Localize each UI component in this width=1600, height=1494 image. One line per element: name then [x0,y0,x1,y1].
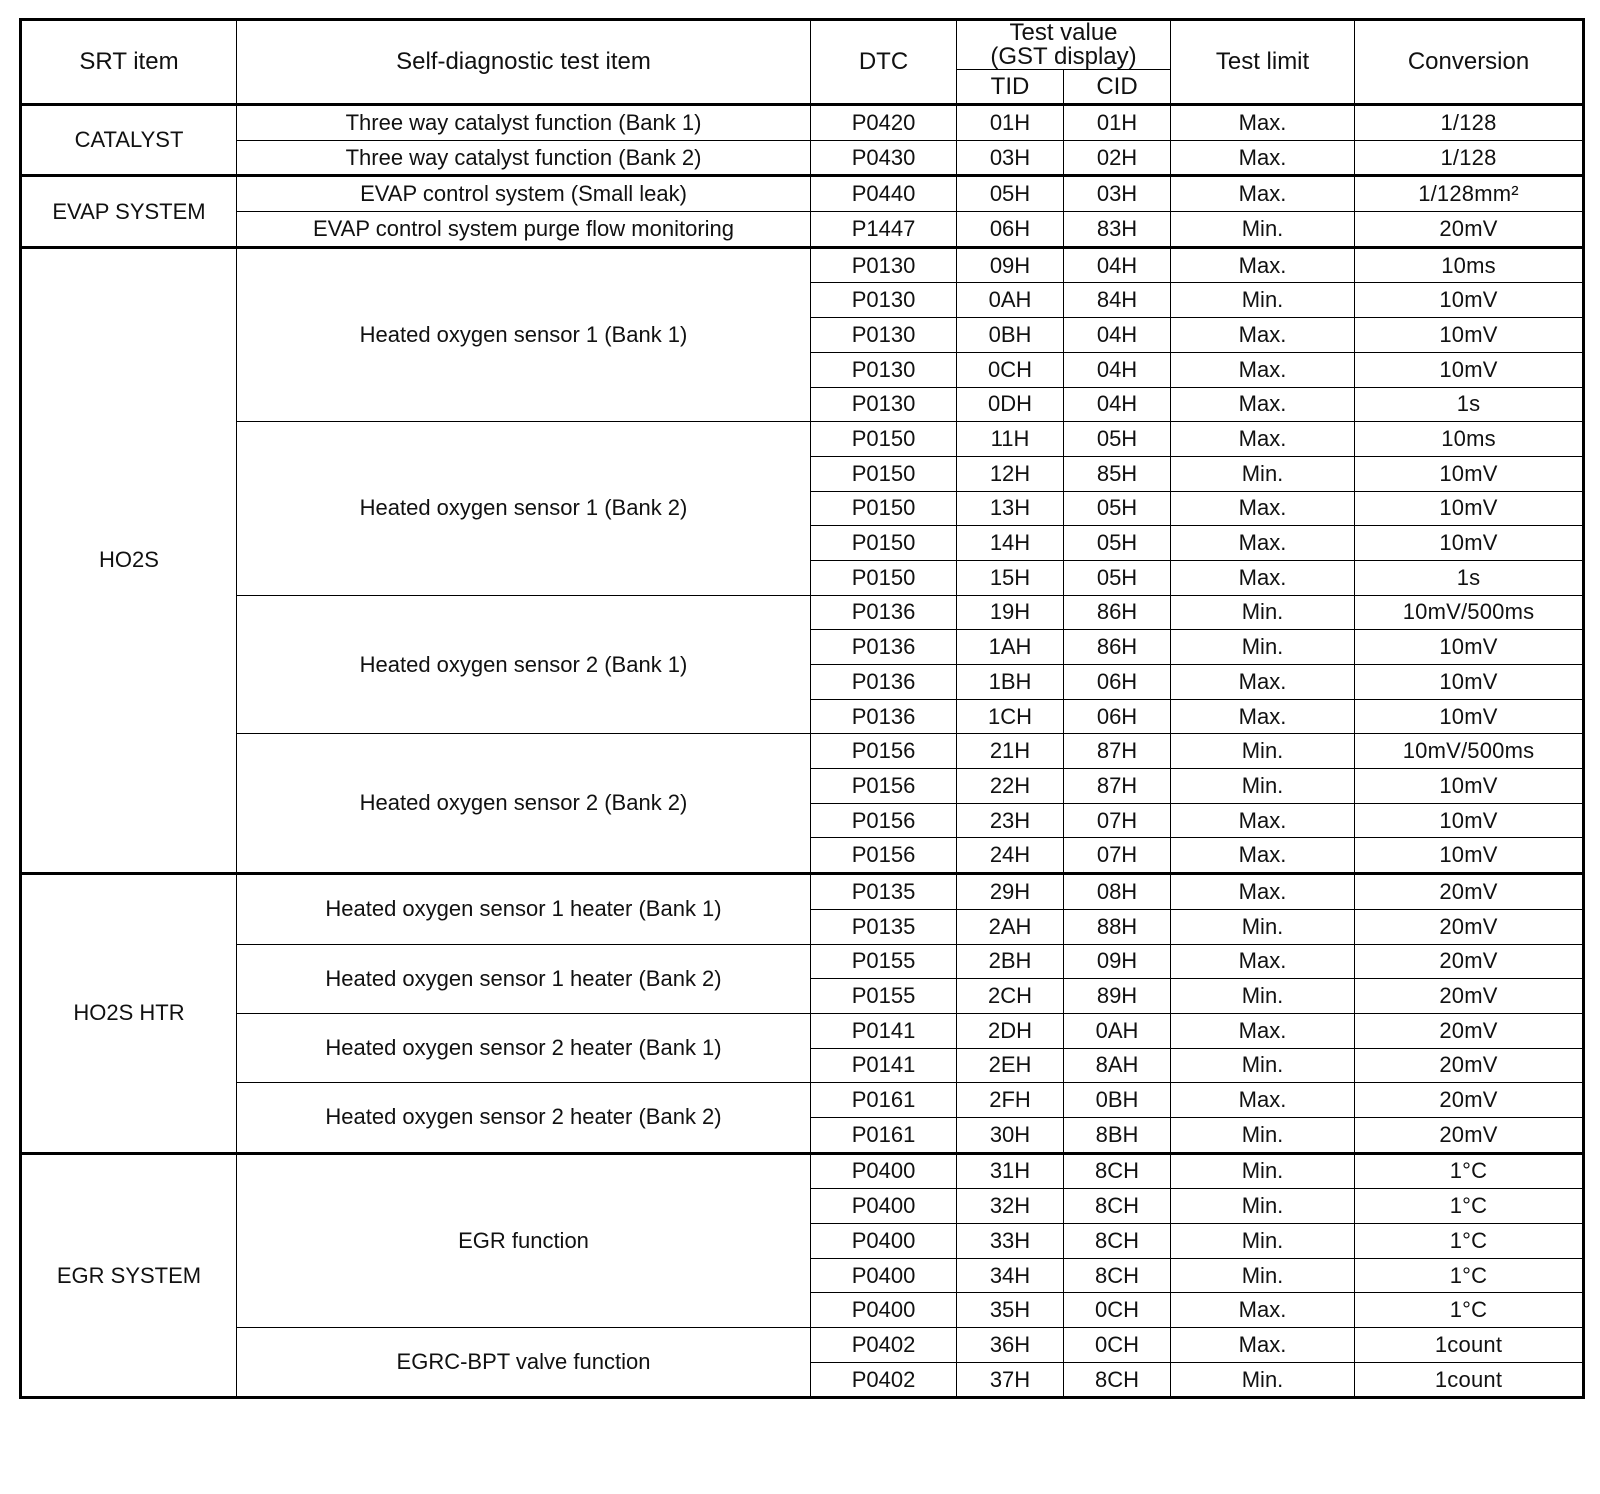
cid-cell: 89H [1064,979,1171,1014]
dtc-cell: P0150 [811,422,957,457]
cid-cell: 06H [1064,699,1171,734]
dtc-cell: P0156 [811,769,957,804]
test-limit-cell: Max. [1171,1293,1355,1328]
cid-cell: 8CH [1064,1224,1171,1259]
tid-cell: 03H [957,140,1064,176]
header-test-value-line1: Test value [1009,19,1118,46]
dtc-cell: P1447 [811,212,957,248]
dtc-cell: P0136 [811,699,957,734]
conversion-cell: 20mV [1355,909,1584,944]
cid-cell: 8AH [1064,1048,1171,1083]
cid-cell: 0BH [1064,1083,1171,1118]
test-limit-cell: Min. [1171,283,1355,318]
tid-cell: 32H [957,1189,1064,1224]
tid-cell: 1BH [957,665,1064,700]
test-limit-cell: Min. [1171,1362,1355,1398]
dtc-cell: P0156 [811,734,957,769]
cid-cell: 02H [1064,140,1171,176]
tid-cell: 29H [957,874,1064,910]
test-limit-cell: Max. [1171,318,1355,353]
tid-cell: 31H [957,1153,1064,1189]
table-row [21,1083,1584,1118]
tid-cell: 35H [957,1293,1064,1328]
header-test-limit: Test limit [1171,20,1355,105]
dtc-cell: P0155 [811,944,957,979]
cid-cell: 83H [1064,212,1171,248]
test-limit-cell: Max. [1171,140,1355,176]
dtc-cell: P0150 [811,560,957,595]
header-cid: CID [1064,70,1171,105]
self-diagnostic-item-cell: Heated oxygen sensor 2 heater (Bank 1) [237,1013,811,1082]
conversion-cell: 10mV [1355,283,1584,318]
conversion-cell: 10ms [1355,247,1584,283]
conversion-cell: 10mV [1355,526,1584,561]
test-limit-cell: Max. [1171,247,1355,283]
cid-cell: 87H [1064,769,1171,804]
test-limit-cell: Min. [1171,734,1355,769]
conversion-cell: 10mV [1355,456,1584,491]
dtc-cell: P0430 [811,140,957,176]
dtc-cell: P0420 [811,105,957,141]
self-diagnostic-item-cell: EGRC-BPT valve function [237,1328,811,1398]
table-row [21,734,1584,769]
conversion-cell: 1°C [1355,1189,1584,1224]
test-limit-cell: Min. [1171,1224,1355,1259]
test-limit-cell: Min. [1171,1153,1355,1189]
tid-cell: 2CH [957,979,1064,1014]
tid-cell: 36H [957,1328,1064,1363]
cid-cell: 07H [1064,838,1171,874]
tid-cell: 33H [957,1224,1064,1259]
test-limit-cell: Min. [1171,212,1355,248]
cid-cell: 04H [1064,387,1171,422]
table-row [21,1153,1584,1189]
dtc-cell: P0400 [811,1189,957,1224]
conversion-cell: 1count [1355,1362,1584,1398]
dtc-cell: P0150 [811,526,957,561]
cid-cell: 06H [1064,665,1171,700]
self-diagnostic-item-cell: EGR function [237,1153,811,1327]
test-limit-cell: Min. [1171,595,1355,630]
table-row [21,595,1584,630]
cid-cell: 01H [1064,105,1171,141]
srt-table-document [19,18,1585,1399]
srt-item-cell: CATALYST [21,105,237,176]
test-limit-cell: Max. [1171,560,1355,595]
header-tid: TID [957,70,1064,105]
self-diagnostic-item-cell: Heated oxygen sensor 2 heater (Bank 2) [237,1083,811,1153]
cid-cell: 0AH [1064,1013,1171,1048]
conversion-cell: 1°C [1355,1293,1584,1328]
test-limit-cell: Max. [1171,874,1355,910]
dtc-cell: P0130 [811,387,957,422]
self-diagnostic-item-cell: Heated oxygen sensor 1 heater (Bank 1) [237,874,811,944]
test-limit-cell: Min. [1171,979,1355,1014]
conversion-cell: 20mV [1355,979,1584,1014]
tid-cell: 0AH [957,283,1064,318]
cid-cell: 87H [1064,734,1171,769]
test-limit-cell: Min. [1171,909,1355,944]
test-limit-cell: Min. [1171,1189,1355,1224]
test-limit-cell: Max. [1171,352,1355,387]
cid-cell: 86H [1064,630,1171,665]
cid-cell: 07H [1064,803,1171,838]
tid-cell: 14H [957,526,1064,561]
dtc-cell: P0400 [811,1153,957,1189]
dtc-cell: P0130 [811,318,957,353]
cid-cell: 84H [1064,283,1171,318]
conversion-cell: 1°C [1355,1224,1584,1259]
tid-cell: 05H [957,176,1064,212]
tid-cell: 13H [957,491,1064,526]
tid-cell: 09H [957,247,1064,283]
cid-cell: 03H [1064,176,1171,212]
table-body [21,105,1584,1398]
cid-cell: 0CH [1064,1328,1171,1363]
test-limit-cell: Max. [1171,699,1355,734]
tid-cell: 11H [957,422,1064,457]
table-row [21,212,1584,248]
conversion-cell: 20mV [1355,944,1584,979]
tid-cell: 1AH [957,630,1064,665]
test-limit-cell: Min. [1171,456,1355,491]
conversion-cell: 1/128mm² [1355,176,1584,212]
conversion-cell: 10mV [1355,318,1584,353]
conversion-cell: 10mV [1355,699,1584,734]
tid-cell: 37H [957,1362,1064,1398]
tid-cell: 19H [957,595,1064,630]
test-limit-cell: Max. [1171,665,1355,700]
dtc-cell: P0141 [811,1013,957,1048]
dtc-cell: P0135 [811,874,957,910]
tid-cell: 2DH [957,1013,1064,1048]
test-limit-cell: Max. [1171,1083,1355,1118]
header-srt-item: SRT item [21,20,237,105]
self-diagnostic-item-cell: Heated oxygen sensor 1 heater (Bank 2) [237,944,811,1013]
conversion-cell: 10mV [1355,665,1584,700]
table-row [21,105,1584,141]
dtc-cell: P0400 [811,1258,957,1293]
test-limit-cell: Max. [1171,1013,1355,1048]
tid-cell: 1CH [957,699,1064,734]
conversion-cell: 10mV/500ms [1355,595,1584,630]
table-row [21,176,1584,212]
dtc-cell: P0136 [811,665,957,700]
srt-item-cell: HO2S [21,247,237,873]
conversion-cell: 10mV [1355,352,1584,387]
conversion-cell: 20mV [1355,1117,1584,1153]
test-limit-cell: Max. [1171,176,1355,212]
conversion-cell: 1°C [1355,1153,1584,1189]
table-row [21,422,1584,457]
tid-cell: 01H [957,105,1064,141]
conversion-cell: 1°C [1355,1258,1584,1293]
tid-cell: 21H [957,734,1064,769]
tid-cell: 2BH [957,944,1064,979]
dtc-cell: P0136 [811,630,957,665]
self-diagnostic-item-cell: EVAP control system purge flow monitoring [237,212,811,248]
test-limit-cell: Max. [1171,526,1355,561]
tid-cell: 2AH [957,909,1064,944]
test-limit-cell: Max. [1171,387,1355,422]
conversion-cell: 10mV [1355,769,1584,804]
tid-cell: 23H [957,803,1064,838]
dtc-cell: P0135 [811,909,957,944]
test-limit-cell: Min. [1171,769,1355,804]
header-dtc: DTC [811,20,957,105]
cid-cell: 04H [1064,352,1171,387]
dtc-cell: P0141 [811,1048,957,1083]
cid-cell: 8BH [1064,1117,1171,1153]
dtc-cell: P0161 [811,1117,957,1153]
header-test-value-line2: (GST display) [990,43,1137,70]
table-header [21,20,1584,105]
test-limit-cell: Min. [1171,1258,1355,1293]
cid-cell: 04H [1064,247,1171,283]
tid-cell: 0DH [957,387,1064,422]
dtc-cell: P0130 [811,247,957,283]
srt-item-cell: HO2S HTR [21,874,237,1154]
table-row [21,140,1584,176]
dtc-cell: P0150 [811,491,957,526]
conversion-cell: 10mV [1355,803,1584,838]
cid-cell: 8CH [1064,1362,1171,1398]
self-diagnostic-item-cell: Heated oxygen sensor 2 (Bank 2) [237,734,811,874]
cid-cell: 05H [1064,560,1171,595]
self-diagnostic-item-cell: Three way catalyst function (Bank 1) [237,105,811,141]
table-row [21,874,1584,910]
conversion-cell: 20mV [1355,1048,1584,1083]
conversion-cell: 1/128 [1355,105,1584,141]
test-limit-cell: Max. [1171,105,1355,141]
dtc-cell: P0440 [811,176,957,212]
cid-cell: 09H [1064,944,1171,979]
dtc-cell: P0400 [811,1293,957,1328]
cid-cell: 8CH [1064,1153,1171,1189]
dtc-cell: P0156 [811,803,957,838]
test-limit-cell: Min. [1171,1048,1355,1083]
self-diagnostic-item-cell: EVAP control system (Small leak) [237,176,811,212]
tid-cell: 2EH [957,1048,1064,1083]
test-limit-cell: Max. [1171,1328,1355,1363]
dtc-cell: P0400 [811,1224,957,1259]
tid-cell: 12H [957,456,1064,491]
cid-cell: 0CH [1064,1293,1171,1328]
dtc-cell: P0136 [811,595,957,630]
conversion-cell: 10ms [1355,422,1584,457]
cid-cell: 05H [1064,526,1171,561]
conversion-cell: 20mV [1355,1083,1584,1118]
tid-cell: 15H [957,560,1064,595]
table-row [21,1013,1584,1048]
header-conversion: Conversion [1355,20,1584,105]
conversion-cell: 20mV [1355,212,1584,248]
cid-cell: 88H [1064,909,1171,944]
tid-cell: 06H [957,212,1064,248]
cid-cell: 86H [1064,595,1171,630]
tid-cell: 30H [957,1117,1064,1153]
conversion-cell: 1count [1355,1328,1584,1363]
dtc-cell: P0156 [811,838,957,874]
header-test-value [957,20,1171,70]
cid-cell: 8CH [1064,1258,1171,1293]
conversion-cell: 1/128 [1355,140,1584,176]
tid-cell: 22H [957,769,1064,804]
tid-cell: 34H [957,1258,1064,1293]
test-limit-cell: Min. [1171,630,1355,665]
conversion-cell: 10mV [1355,491,1584,526]
srt-item-cell: EGR SYSTEM [21,1153,237,1398]
srt-table [19,18,1585,1399]
dtc-cell: P0402 [811,1328,957,1363]
cid-cell: 85H [1064,456,1171,491]
test-limit-cell: Max. [1171,491,1355,526]
test-limit-cell: Min. [1171,1117,1355,1153]
cid-cell: 08H [1064,874,1171,910]
cid-cell: 05H [1064,491,1171,526]
self-diagnostic-item-cell: Heated oxygen sensor 1 (Bank 2) [237,422,811,595]
dtc-cell: P0161 [811,1083,957,1118]
tid-cell: 24H [957,838,1064,874]
cid-cell: 8CH [1064,1189,1171,1224]
tid-cell: 0BH [957,318,1064,353]
test-limit-cell: Max. [1171,944,1355,979]
table-row [21,944,1584,979]
conversion-cell: 10mV/500ms [1355,734,1584,769]
conversion-cell: 20mV [1355,1013,1584,1048]
srt-item-cell: EVAP SYSTEM [21,176,237,247]
dtc-cell: P0150 [811,456,957,491]
table-row [21,247,1584,283]
self-diagnostic-item-cell: Heated oxygen sensor 2 (Bank 1) [237,595,811,734]
conversion-cell: 20mV [1355,874,1584,910]
conversion-cell: 1s [1355,560,1584,595]
self-diagnostic-item-cell: Three way catalyst function (Bank 2) [237,140,811,176]
conversion-cell: 1s [1355,387,1584,422]
table-row [21,1328,1584,1363]
conversion-cell: 10mV [1355,630,1584,665]
self-diagnostic-item-cell: Heated oxygen sensor 1 (Bank 1) [237,247,811,421]
tid-cell: 2FH [957,1083,1064,1118]
dtc-cell: P0402 [811,1362,957,1398]
dtc-cell: P0155 [811,979,957,1014]
dtc-cell: P0130 [811,352,957,387]
dtc-cell: P0130 [811,283,957,318]
test-limit-cell: Max. [1171,803,1355,838]
conversion-cell: 10mV [1355,838,1584,874]
test-limit-cell: Max. [1171,422,1355,457]
cid-cell: 05H [1064,422,1171,457]
tid-cell: 0CH [957,352,1064,387]
cid-cell: 04H [1064,318,1171,353]
header-self-diagnostic-test-item: Self-diagnostic test item [237,20,811,105]
test-limit-cell: Max. [1171,838,1355,874]
